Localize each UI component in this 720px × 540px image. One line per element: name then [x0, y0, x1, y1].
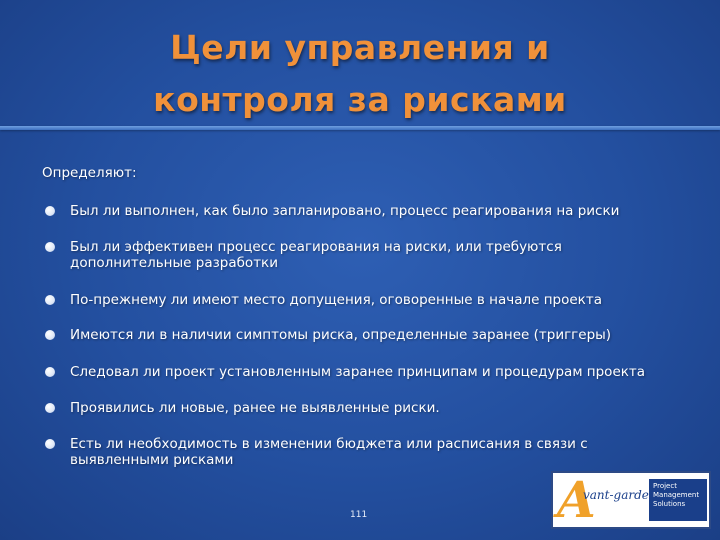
- company-logo: [551, 471, 711, 529]
- page-number: 111: [350, 510, 368, 520]
- bullet-text: По-прежнему ли имеют место допущения, оговоренные в начале проекта: [70, 292, 602, 308]
- intro-text: Определяют:: [42, 165, 137, 181]
- bullet-dot-icon: [45, 367, 55, 377]
- bullet-dot-icon: [45, 330, 55, 340]
- logo-tagline-line: Project: [653, 482, 677, 490]
- logo-word: vant-garde: [583, 488, 649, 502]
- title-line-1: Цели управления и: [170, 28, 550, 67]
- bullet-text: Был ли выполнен, как было запланировано, процесс реагирования на риски: [70, 203, 620, 219]
- bullet-text: Имеются ли в наличии симптомы риска, определенные заранее (триггеры): [70, 327, 612, 343]
- bullet-text: Был ли эффективен процесс реагирования на риски, или требуются дополнительные разработки: [70, 239, 562, 271]
- logo-letter: A: [557, 470, 596, 529]
- bullet-text: Проявились ли новые, ранее не выявленные риски.: [70, 400, 440, 416]
- bullet-dot-icon: [45, 206, 55, 216]
- bullet-dot-icon: [45, 295, 55, 305]
- bullet-dot-icon: [45, 403, 55, 413]
- bullet-text: Следовал ли проект установленным заранее принципам и процедурам проекта: [70, 364, 646, 380]
- logo-tagline-box: [649, 479, 707, 521]
- bullet-dot-icon: [45, 242, 55, 252]
- bullet-text: Есть ли необходимость в изменении бюджета или расписания в связи с выявленными рисками: [70, 436, 588, 468]
- slide-title: [0, 22, 720, 126]
- bullet-dot-icon: [45, 439, 55, 449]
- title-divider: [0, 126, 720, 130]
- title-line-2: контроля за рисками: [153, 80, 567, 119]
- logo-tagline-line: Management: [653, 491, 700, 499]
- logo-tagline-line: Solutions: [653, 500, 686, 508]
